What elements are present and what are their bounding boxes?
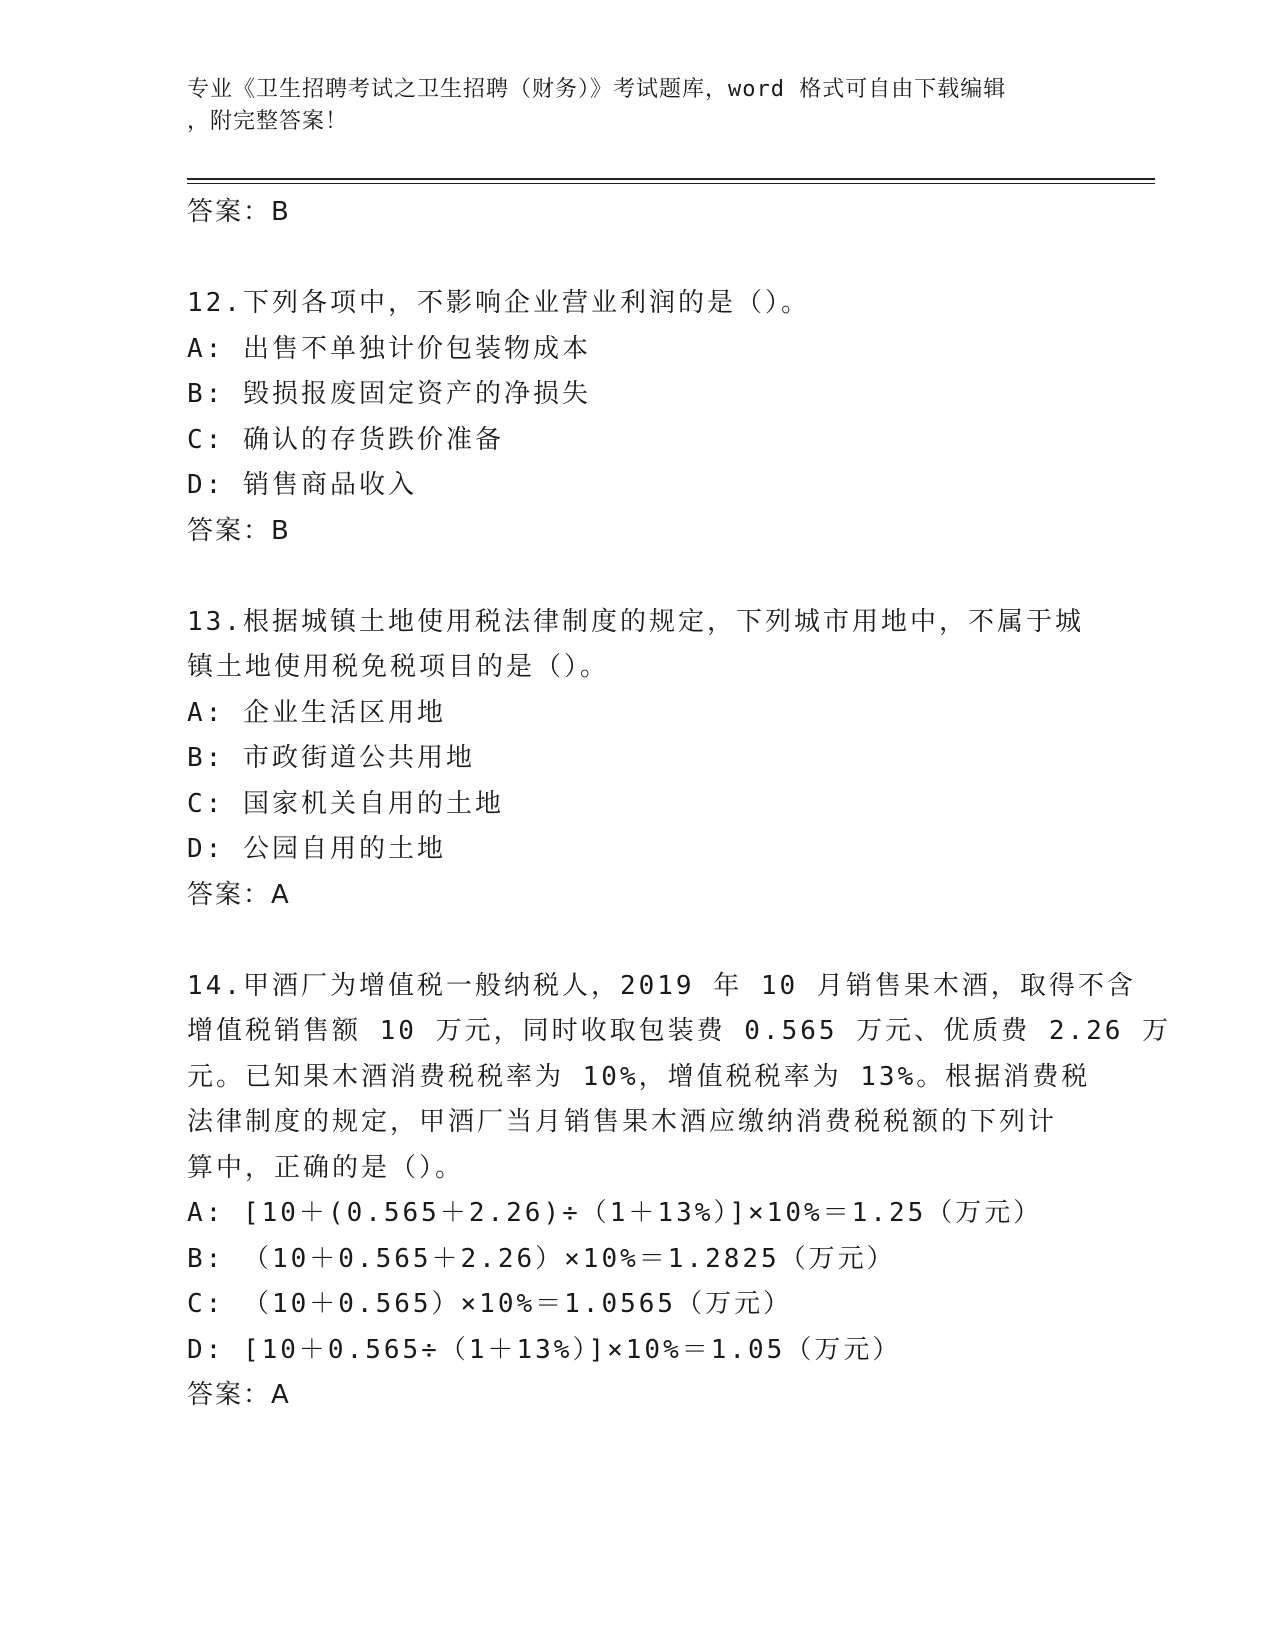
question-12 <box>187 281 1087 554</box>
question-13 <box>187 600 1087 919</box>
question-list <box>187 190 1172 1419</box>
question-14-stem-line-1: 14.甲酒厂为增值税一般纳税人，2019 年 10 月销售果木酒，取得不含 <box>187 970 1136 1001</box>
question-14 <box>187 964 1172 1419</box>
question-12-option-d: D: 销售商品收入 <box>187 470 417 500</box>
question-12-answer: 答案：B <box>187 515 291 546</box>
question-13-option-c: C: 国家机关自用的土地 <box>187 788 504 819</box>
question-14-option-c: C: （10＋0.565）×10%＝1.0565（万元） <box>187 1289 793 1319</box>
question-13-stem-line-2: 镇土地使用税免税项目的是（）。 <box>187 652 610 682</box>
question-13-answer: 答案：A <box>187 879 291 910</box>
question-14-stem-line-5: 算中，正确的是（）。 <box>187 1152 465 1183</box>
header-rule-thin <box>187 183 1155 184</box>
question-12-option-a: A: 出售不单独计价包装物成本 <box>187 333 591 364</box>
previous-answer: 答案：B <box>187 197 291 227</box>
question-14-answer: 答案：A <box>187 1380 291 1410</box>
header-line-1: 专业《卫生招聘考试之卫生招聘（财务）》考试题库，word 格式可自由下载编辑 <box>187 77 1007 102</box>
header-rule-thick <box>187 178 1155 180</box>
question-13-option-b: B: 市政街道公共用地 <box>187 743 475 773</box>
question-13-stem-line-1: 13.根据城镇土地使用税法律制度的规定，下列城市用地中，不属于城 <box>187 606 1084 637</box>
question-12-option-b: B: 毁损报废固定资产的净损失 <box>187 379 591 409</box>
question-14-option-a: A: [10＋(0.565＋2.26)÷（1＋13%）]×10%＝1.25（万元） <box>187 1198 1043 1228</box>
question-12-stem: 12.下列各项中，不影响企业营业利润的是（）。 <box>187 288 810 318</box>
document-header <box>187 74 1067 138</box>
question-14-option-d: D: [10＋0.565÷（1＋13%）]×10%＝1.05（万元） <box>187 1334 902 1365</box>
question-13-option-a: A: 企业生活区用地 <box>187 697 446 728</box>
spacer <box>187 918 1087 964</box>
spacer <box>187 236 1087 282</box>
question-14-stem-line-3: 元。已知果木酒消费税税率为 10%，增值税税率为 13%。根据消费税 <box>187 1061 1091 1092</box>
question-12-option-c: C: 确认的存货跌价准备 <box>187 424 504 455</box>
question-14-stem-line-4: 法律制度的规定，甲酒厂当月销售果木酒应缴纳消费税税额的下列计 <box>187 1107 1058 1137</box>
question-14-option-b: B: （10＋0.565＋2.26）×10%＝1.2825（万元） <box>187 1243 896 1274</box>
header-line-2: ，附完整答案！ <box>187 109 349 134</box>
question-14-stem-line-2: 增值税销售额 10 万元，同时收取包装费 0.565 万元、优质费 2.26 万 <box>187 1016 1172 1046</box>
spacer <box>187 554 1087 600</box>
question-13-option-d: D: 公园自用的土地 <box>187 834 446 864</box>
